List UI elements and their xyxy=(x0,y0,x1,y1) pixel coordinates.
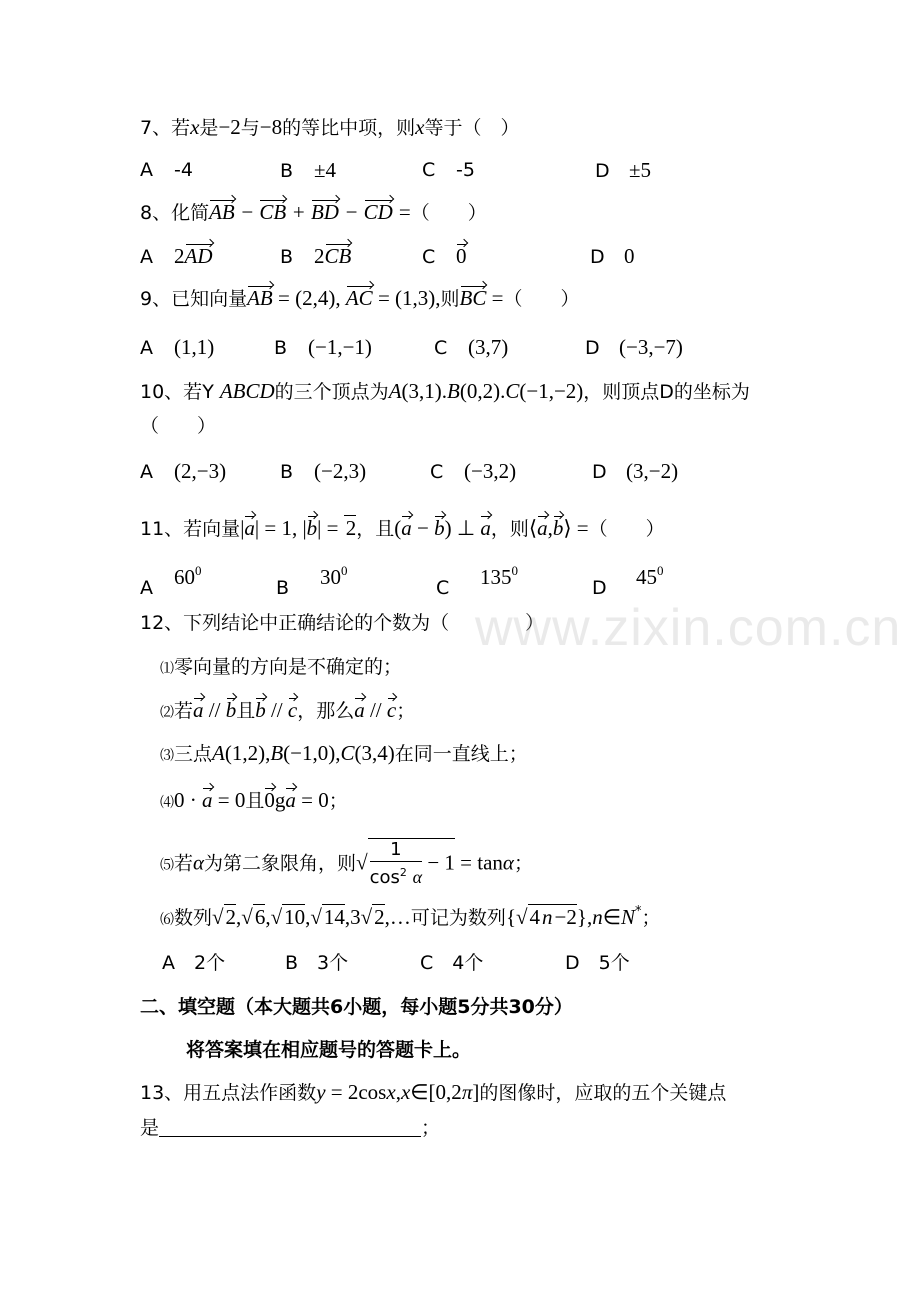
q8-option-b: B 2CB xyxy=(280,244,352,268)
q12-option-d: D 5个 xyxy=(565,952,630,974)
q10-label: 10、若 xyxy=(140,381,203,403)
q8-label: 8、化简 xyxy=(140,202,210,224)
q12-statement-6: ⑹数列√2,√6,√10,√14,3√2,…可记为数列{√4n−2},n∈N*； xyxy=(160,904,661,929)
q12-statement-1: ⑴零向量的方向是不确定的； xyxy=(160,656,403,678)
q11-option-a: A $60^0$ xyxy=(140,563,202,599)
watermark: www.zixin.com.cn xyxy=(475,599,902,657)
q9-option-b: B (−1,−1) xyxy=(274,335,372,359)
q9-label: 9、已知向量 xyxy=(140,288,248,310)
q10-option-c: C (−3,2) xyxy=(430,459,517,483)
q12-option-c: C 4个 xyxy=(420,952,484,974)
q7-option-d: D ±5 xyxy=(595,158,652,182)
section-2-note: 将答案填在相应题号的答题卡上。 xyxy=(186,1039,472,1061)
question-7: 7、若x是−2与−8的等比中项，则x等于（ ） xyxy=(140,115,520,139)
q8-option-a: A 2AD xyxy=(140,244,213,268)
question-10: 10、若Y ABCD的三个顶点为A(3,1).B(0,2).C(−1,−2)，则顶点D的坐标为 xyxy=(140,379,750,403)
q10-option-d: D (3,−2) xyxy=(592,459,679,483)
q11-option-c: C $135^0$ xyxy=(436,563,518,599)
q9-option-a: A (1,1) xyxy=(140,335,215,359)
question-9: 9、已知向量AB = (2,4), AC = (1,3),则BC =（ ） xyxy=(140,286,580,310)
q10-paren: （ ） xyxy=(140,415,217,437)
q10-option-b: B (−2,3) xyxy=(280,459,367,483)
question-13: 13、用五点法作函数y = 2cosx,x∈[0,2π]的图像时，应取的五个关键点 xyxy=(140,1080,727,1104)
q7-option-b: B ±4 xyxy=(280,158,337,182)
q12-option-b: B 3个 xyxy=(285,952,349,974)
q9-option-d: D (−3,−7) xyxy=(585,335,683,359)
section-2-title: 二、填空题（本大题共6小题，每小题5分共30分） xyxy=(140,996,573,1018)
q12-statement-2: ⑵若a // b且b // c，那么a // c； xyxy=(160,698,416,722)
question-8: 8、化简AB − CB + BD − CD =（ ） xyxy=(140,200,487,224)
q8-option-d: D 0 xyxy=(590,244,635,268)
q7-label: 7、若 xyxy=(140,117,191,139)
q11-option-d: D $45^0$ xyxy=(592,563,664,599)
q8-option-c: C 0 xyxy=(422,244,467,268)
q9-option-c: C (3,7) xyxy=(434,335,509,359)
question-11: 11、若向量|a| = 1, |b| = 2，且(a − b) ⊥ a，则⟨a,b⟩ =（ ） xyxy=(140,516,665,540)
q12-statement-5: ⑸若α为第二象限角，则√ $\frac{1}{\cos^2 \alpha}$ − 1 = tanα； xyxy=(160,839,533,888)
question-12: 12、下列结论中正确结论的个数为（ ） xyxy=(140,612,545,634)
q12-statement-3: ⑶三点A(1,2),B(−1,0),C(3,4)在同一直线上； xyxy=(160,741,528,765)
q11-label: 11、若向量 xyxy=(140,518,241,540)
q10-option-a: A (2,−3) xyxy=(140,459,227,483)
q13-answer-blank[interactable] xyxy=(159,1118,421,1137)
q7-option-c: C -5 xyxy=(422,159,475,181)
q12-statement-4: ⑷0 · a = 0且0ga = 0； xyxy=(160,788,348,812)
q13-answer-line: 是 ； xyxy=(140,1117,441,1139)
q11-option-b: B $30^0$ xyxy=(276,563,348,599)
q7-option-a: A -4 xyxy=(140,159,193,181)
q12-option-a: A 2个 xyxy=(162,952,226,974)
